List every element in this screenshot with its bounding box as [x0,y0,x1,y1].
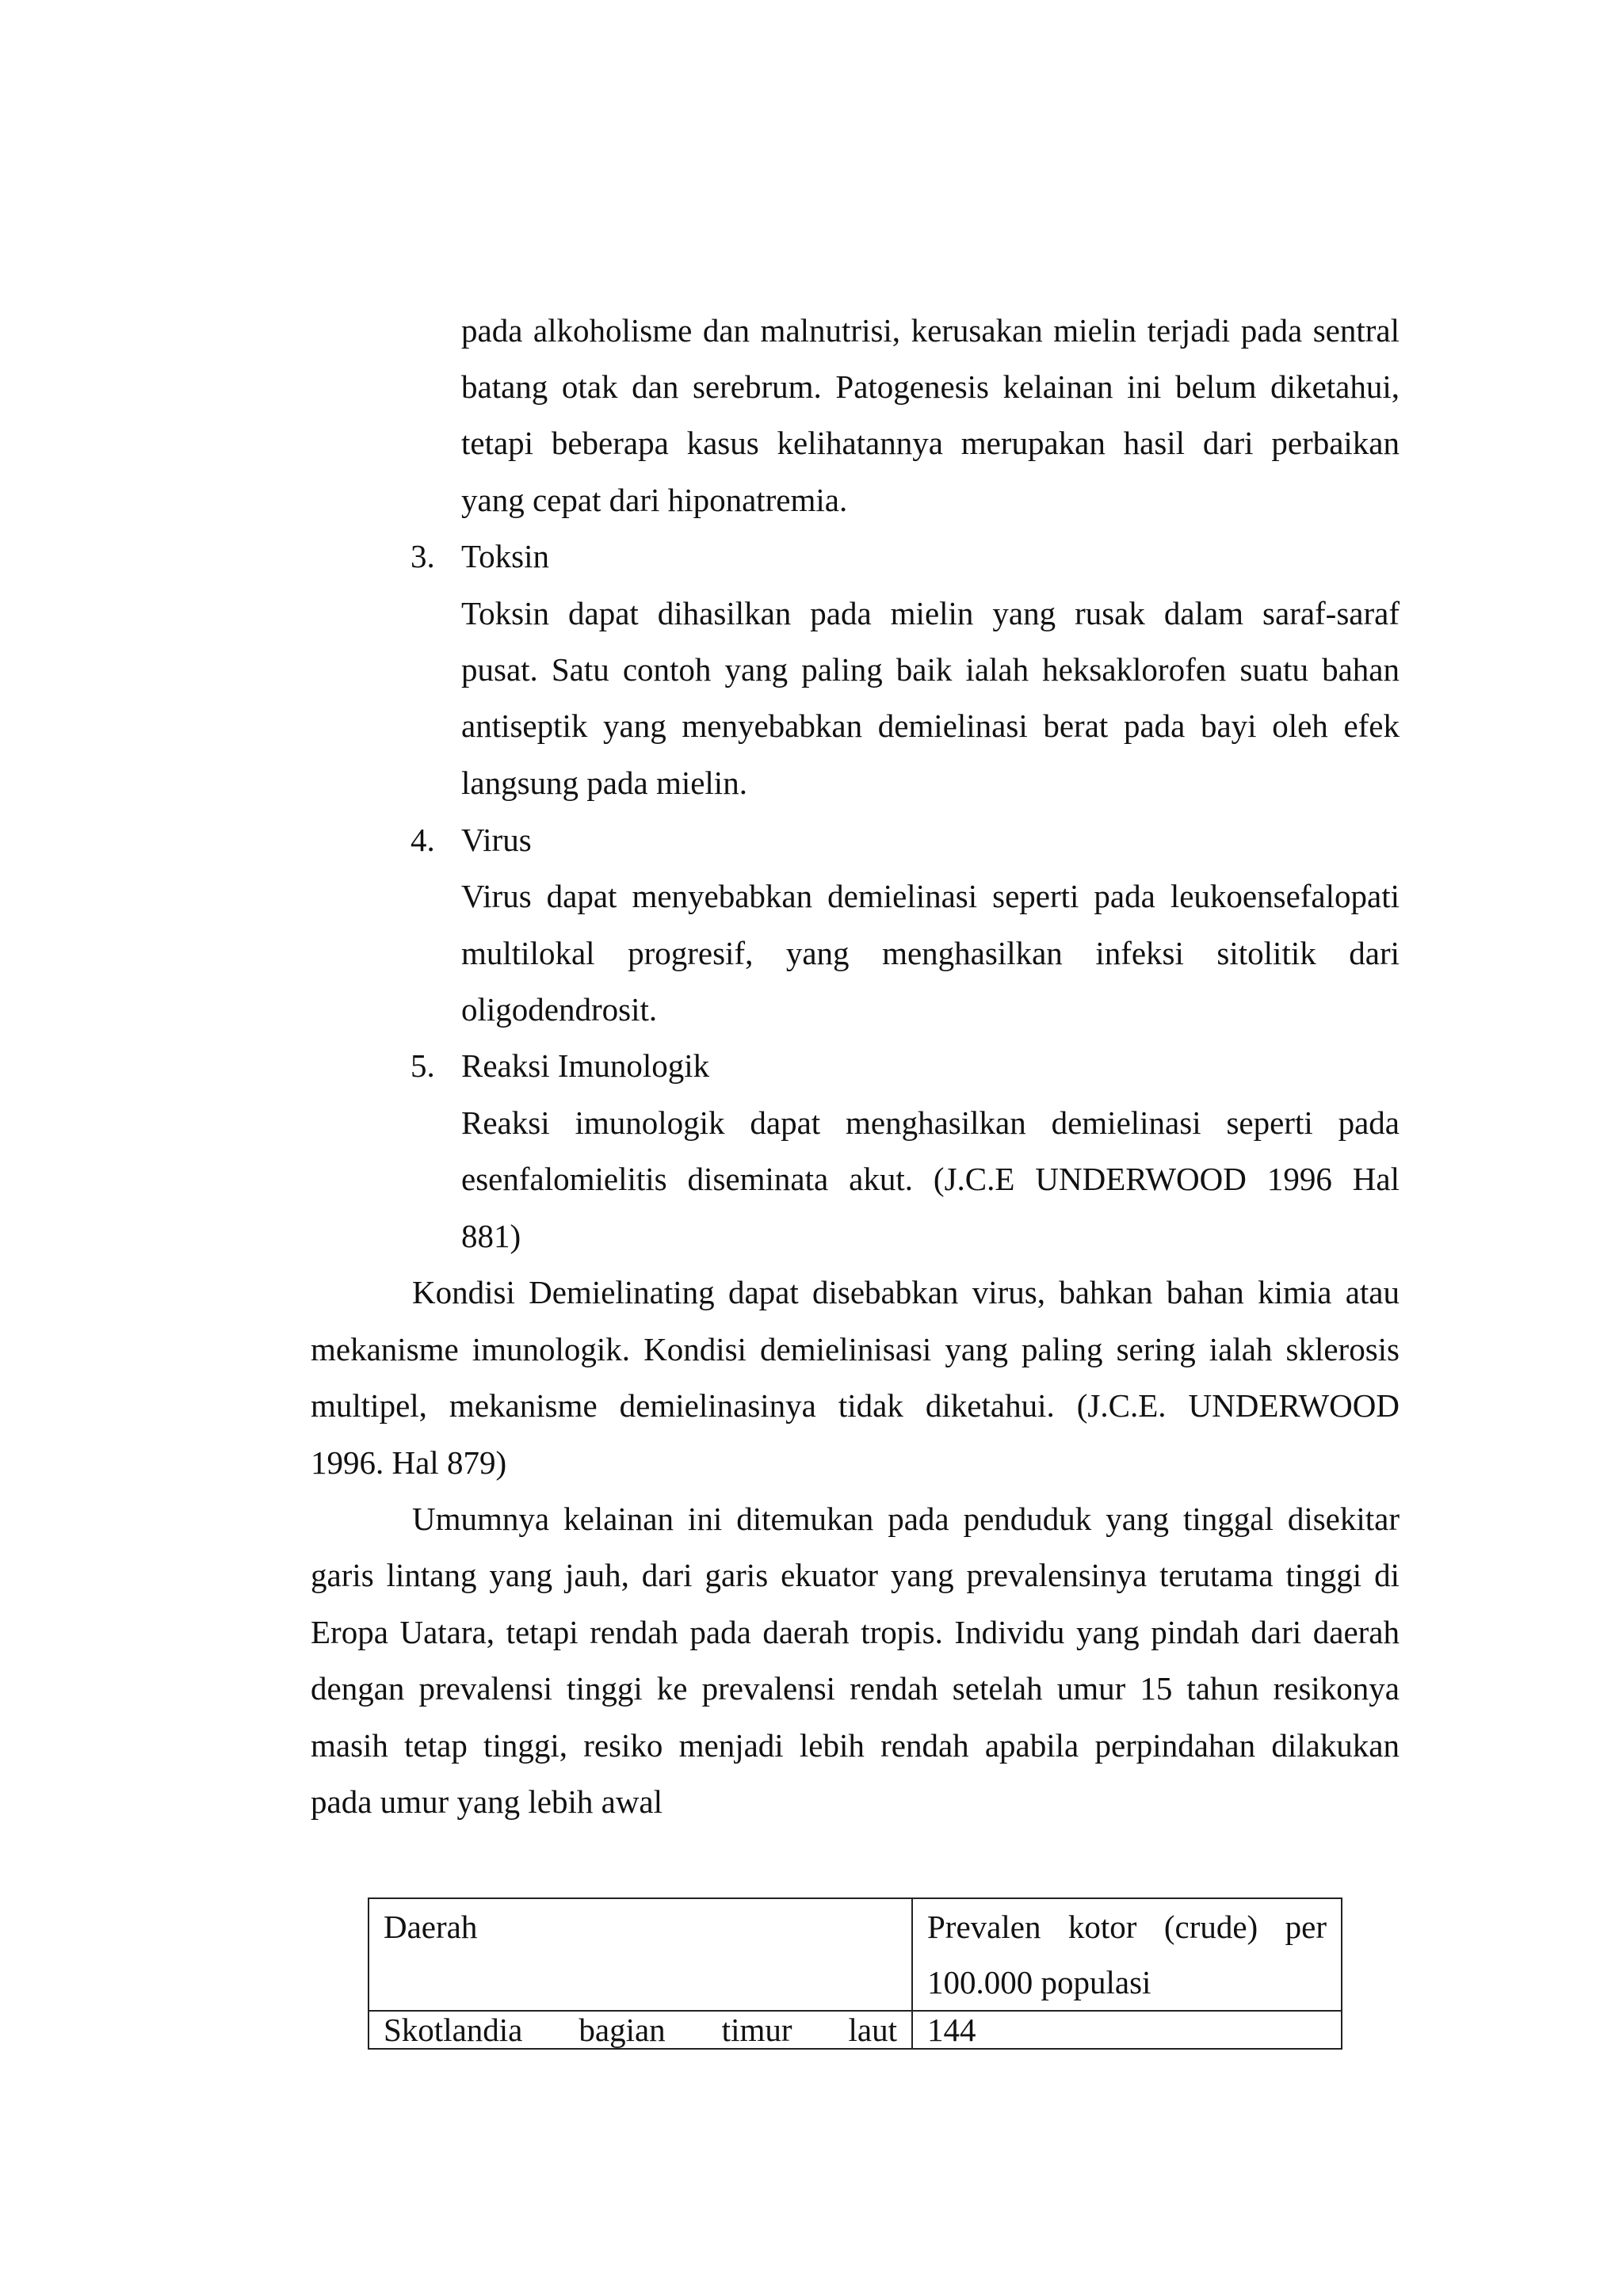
text-line: Virus dapat menyebabkan demielinasi seperti pada leukoensefalopati [461,878,1400,914]
header-label: Prevalen kotor (crude) per [927,1909,1327,1945]
text-line: langsung pada mielin. [461,765,747,801]
header-label: 100.000 populasi [927,1964,1151,2000]
text-line: antiseptik yang menyebabkan demielinasi berat pada bayi oleh efek [461,707,1400,744]
list-heading: Reaksi Imunologik [461,1047,710,1084]
text-line: mekanisme imunologik. Kondisi demielinisasi yang paling sering ialah sklerosis [311,1331,1400,1367]
header-cell-prevalence [912,1898,1342,2011]
text-line: tetapi beberapa kasus kelihatannya merupakan hasil dari perbaikan [461,425,1400,461]
text-line: 881) [461,1218,521,1254]
text-line: Reaksi imunologik dapat menghasilkan demielinasi seperti pada [461,1104,1400,1141]
list-number: 4. [411,822,435,858]
list-number: 5. [411,1047,435,1084]
text-line: masih tetap tinggi, resiko menjadi lebih rendah apabila perpindahan dilakukan [311,1727,1400,1764]
cell-text: Skotlandia bagian timur laut [384,2012,897,2048]
text-line: dengan prevalensi tinggi ke prevalensi rendah setelah umur 15 tahun resikonya [311,1670,1400,1707]
text-line: Eropa Uatara, tetapi rendah pada daerah tropis. Individu yang pindah dari daerah [311,1614,1400,1650]
table-row [369,2011,1342,2049]
text-line: 1996. Hal 879) [311,1444,507,1481]
text-line: pada umur yang lebih awal [311,1783,663,1820]
list-heading: Toksin [461,538,550,574]
table-cell-value [912,2011,1342,2049]
header-cell-region [369,1898,912,2011]
text-line: yang cepat dari hiponatremia. [461,482,848,518]
text-line: Toksin dapat dihasilkan pada mielin yang rusak dalam saraf-saraf [461,595,1400,631]
text-line: esenfalomielitis diseminata akut. (J.C.E UNDERWOOD 1996 Hal [461,1161,1400,1197]
text-line: pada alkoholisme dan malnutrisi, kerusakan mielin terjadi pada sentral [461,312,1400,349]
text-line: pusat. Satu contoh yang paling baik ialah heksaklorofen suatu bahan [461,651,1400,688]
text-line: Umumnya kelainan ini ditemukan pada penduduk yang tinggal disekitar [412,1501,1400,1537]
header-label: Daerah [384,1909,478,1945]
list-heading: Virus [461,822,532,858]
table-cell-region [369,2011,912,2049]
text-line: oligodendrosit. [461,991,658,1028]
table-header-row [369,1898,1342,2011]
prevalence-table [368,1897,1342,2050]
text-line: multipel, mekanisme demielinasinya tidak diketahui. (J.C.E. UNDERWOOD [311,1387,1400,1424]
text-line: multilokal progresif, yang menghasilkan infeksi sitolitik dari [461,935,1400,971]
cell-text: 144 [927,2012,976,2048]
text-line: batang otak dan serebrum. Patogenesis kelainan ini belum diketahui, [461,368,1400,405]
text-line: Kondisi Demielinating dapat disebabkan virus, bahkan bahan kimia atau [412,1274,1400,1310]
text-line: garis lintang yang jauh, dari garis ekuator yang prevalensinya terutama tinggi di [311,1557,1400,1593]
list-number: 3. [411,538,435,574]
